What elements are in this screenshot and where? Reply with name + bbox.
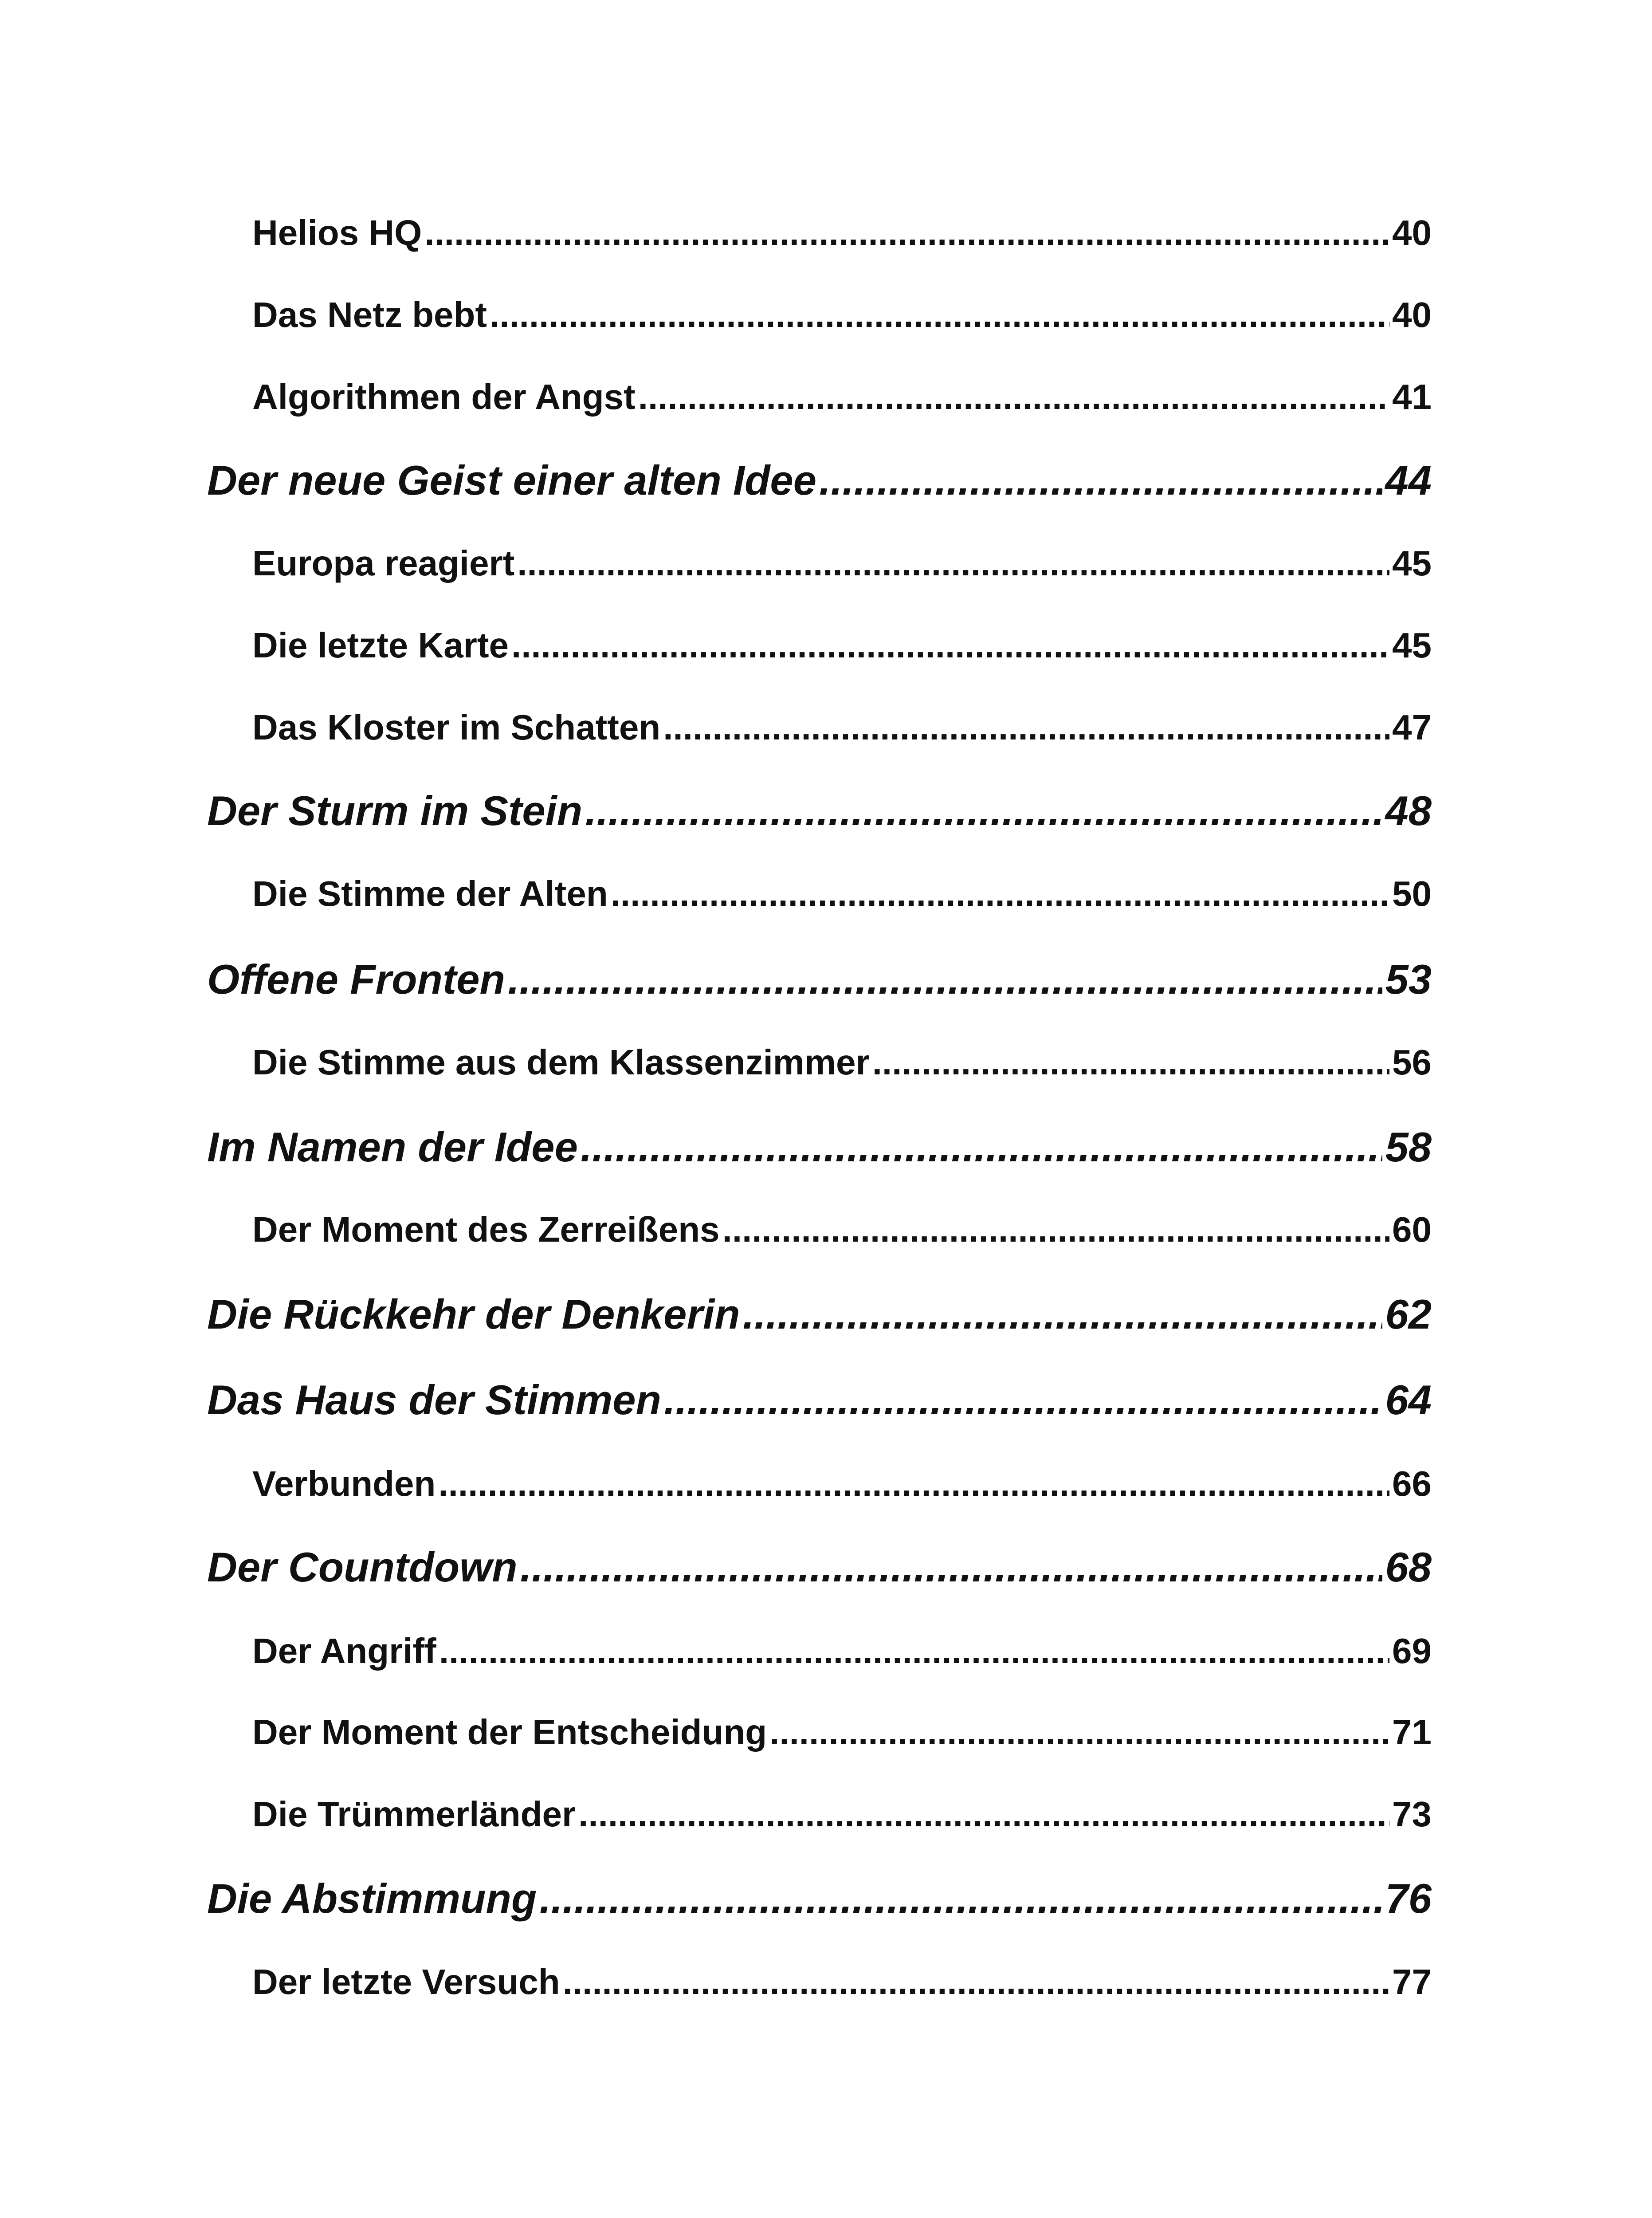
toc-entry-title: Der letzte Versuch bbox=[252, 1962, 560, 2002]
toc-chapter-title: Im Namen der Idee bbox=[207, 1124, 578, 1170]
toc-entry-page: 45 bbox=[1392, 543, 1432, 583]
dot-leader bbox=[508, 954, 1382, 1005]
toc-entry-title: Der Moment des Zerreißens bbox=[252, 1210, 720, 1249]
toc-entry-page: 73 bbox=[1392, 1794, 1432, 1834]
toc-chapter-title: Das Haus der Stimmen bbox=[207, 1376, 661, 1423]
dot-leader bbox=[539, 1873, 1382, 1924]
toc-entry[interactable] bbox=[252, 1207, 1432, 1252]
toc-entry[interactable] bbox=[252, 1040, 1432, 1085]
toc-chapter-title: Der Countdown bbox=[207, 1544, 518, 1590]
toc-entry-title: Europa reagiert bbox=[252, 543, 515, 583]
toc-chapter-page: 53 bbox=[1385, 956, 1432, 1003]
toc-entry-page: 40 bbox=[1392, 213, 1432, 252]
toc-entry[interactable] bbox=[252, 375, 1432, 419]
toc-entry[interactable] bbox=[252, 1792, 1432, 1837]
toc-entry[interactable] bbox=[252, 1462, 1432, 1506]
dot-leader bbox=[424, 211, 1389, 255]
toc-entry[interactable] bbox=[252, 211, 1432, 255]
dot-leader bbox=[520, 1542, 1383, 1593]
toc-entry-page: 77 bbox=[1392, 1962, 1432, 2002]
toc-entry-title: Die Trümmerländer bbox=[252, 1794, 576, 1834]
dot-leader bbox=[769, 1710, 1389, 1754]
toc-entry[interactable] bbox=[252, 293, 1432, 337]
toc-entry[interactable] bbox=[252, 541, 1432, 586]
toc-chapter-entry[interactable] bbox=[207, 1374, 1432, 1426]
toc-chapter-title: Die Rückkehr der Denkerin bbox=[207, 1291, 740, 1337]
dot-leader bbox=[578, 1792, 1389, 1837]
dot-leader bbox=[743, 1289, 1383, 1340]
toc-chapter-entry[interactable] bbox=[207, 1121, 1432, 1173]
toc-entry-title: Helios HQ bbox=[252, 213, 422, 252]
toc-entry-title: Die letzte Karte bbox=[252, 625, 509, 665]
toc-chapter-page: 58 bbox=[1385, 1124, 1432, 1170]
toc-entry-page: 60 bbox=[1392, 1210, 1432, 1249]
toc-entry[interactable] bbox=[252, 1629, 1432, 1673]
toc-entry-page: 66 bbox=[1392, 1464, 1432, 1503]
toc-entry-page: 69 bbox=[1392, 1631, 1432, 1671]
dot-leader bbox=[581, 1121, 1383, 1173]
dot-leader bbox=[439, 1629, 1389, 1673]
toc-entry-page: 47 bbox=[1392, 708, 1432, 747]
toc-chapter-entry[interactable] bbox=[207, 455, 1432, 506]
toc-chapter-entry[interactable] bbox=[207, 785, 1432, 837]
toc-entry-page: 40 bbox=[1392, 295, 1432, 334]
toc-entry-page: 56 bbox=[1392, 1042, 1432, 1082]
dot-leader bbox=[585, 785, 1382, 837]
toc-chapter-title: Die Abstimmung bbox=[207, 1875, 537, 1922]
dot-leader bbox=[819, 455, 1382, 506]
toc-entry[interactable] bbox=[252, 1960, 1432, 2004]
toc-chapter-page: 48 bbox=[1385, 787, 1432, 834]
dot-leader bbox=[663, 705, 1389, 750]
toc-chapter-page: 44 bbox=[1385, 457, 1432, 503]
toc-entry[interactable] bbox=[252, 1710, 1432, 1754]
toc-chapter-page: 62 bbox=[1385, 1291, 1432, 1337]
dot-leader bbox=[511, 623, 1389, 668]
toc-entry-page: 71 bbox=[1392, 1712, 1432, 1752]
toc-chapter-page: 68 bbox=[1385, 1544, 1432, 1590]
toc-entry[interactable] bbox=[252, 623, 1432, 668]
dot-leader bbox=[517, 541, 1389, 586]
toc-chapter-title: Offene Fronten bbox=[207, 956, 505, 1003]
toc-entry-title: Die Stimme der Alten bbox=[252, 874, 608, 913]
dot-leader bbox=[664, 1374, 1383, 1426]
toc-entry-title: Algorithmen der Angst bbox=[252, 377, 636, 417]
toc-entry[interactable] bbox=[252, 872, 1432, 916]
toc-entry-title: Die Stimme aus dem Klassenzimmer bbox=[252, 1042, 870, 1082]
toc-chapter-page: 76 bbox=[1385, 1875, 1432, 1922]
dot-leader bbox=[611, 872, 1389, 916]
toc-entry[interactable] bbox=[252, 705, 1432, 750]
toc-entry-title: Der Angriff bbox=[252, 1631, 436, 1671]
toc-chapter-title: Der Sturm im Stein bbox=[207, 787, 583, 834]
toc-chapter-entry[interactable] bbox=[207, 1873, 1432, 1924]
toc-entry-page: 41 bbox=[1392, 377, 1432, 417]
dot-leader bbox=[722, 1207, 1389, 1252]
toc-entry-title: Das Kloster im Schatten bbox=[252, 708, 661, 747]
toc-entry-title: Verbunden bbox=[252, 1464, 436, 1503]
toc-chapter-entry[interactable] bbox=[207, 954, 1432, 1005]
toc-entry-page: 50 bbox=[1392, 874, 1432, 913]
toc-chapter-entry[interactable] bbox=[207, 1542, 1432, 1593]
dot-leader bbox=[490, 293, 1389, 337]
toc-entry-page: 45 bbox=[1392, 625, 1432, 665]
toc-chapter-title: Der neue Geist einer alten Idee bbox=[207, 457, 816, 503]
toc-entry-title: Der Moment der Entscheidung bbox=[252, 1712, 767, 1752]
dot-leader bbox=[872, 1040, 1389, 1085]
dot-leader bbox=[638, 375, 1389, 419]
toc-chapter-entry[interactable] bbox=[207, 1289, 1432, 1340]
dot-leader bbox=[438, 1462, 1389, 1506]
toc-chapter-page: 64 bbox=[1385, 1376, 1432, 1423]
dot-leader bbox=[563, 1960, 1389, 2004]
toc-entry-title: Das Netz bebt bbox=[252, 295, 487, 334]
